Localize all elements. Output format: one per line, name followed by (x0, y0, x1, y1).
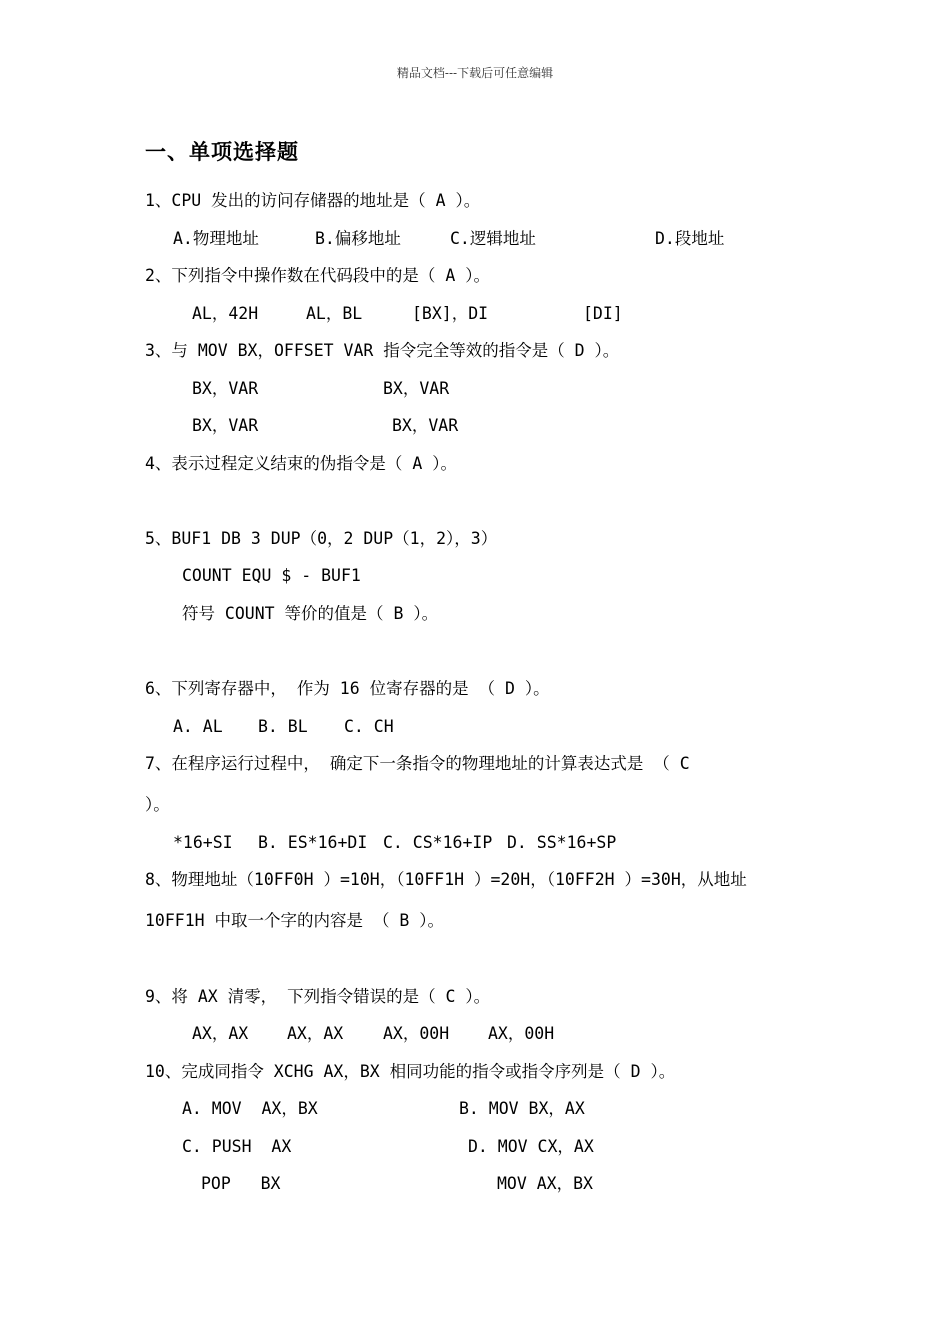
question-7-stem: 7、在程序运行过程中， 确定下一条指令的物理地址的计算表达式是 （ C (145, 754, 690, 773)
question-5-line-3: 符号 COUNT 等价的值是（ B ）。 (182, 604, 439, 623)
question-9-option-3: AX，00H (383, 1024, 450, 1043)
question-10-option-c-line-1: C. PUSH AX (182, 1137, 292, 1156)
question-7-option-c: C. CS*16+IP (383, 833, 493, 852)
section-title: 一、单项选择题 (145, 140, 299, 164)
question-6-option-b: B. BL (258, 717, 308, 736)
question-1-option-b: B.偏移地址 (315, 229, 401, 248)
question-3-option-1: BX，VAR (192, 379, 259, 398)
question-10-option-c-line-2: POP BX (201, 1174, 281, 1193)
question-5-line-2: COUNT EQU $ - BUF1 (182, 566, 361, 585)
question-3-option-4: BX，VAR (392, 416, 459, 435)
question-1-option-a: A.物理地址 (173, 229, 259, 248)
question-8-stem: 8、物理地址（10FF0H ）=10H，（10FF1H ）=20H，（10FF2H ）=30H，从地址 (145, 870, 747, 889)
question-3-option-3: BX，VAR (192, 416, 259, 435)
question-7-option-d: D. SS*16+SP (507, 833, 617, 852)
question-2-option-4: [DI] (583, 304, 623, 323)
question-9-option-2: AX，AX (287, 1024, 344, 1043)
question-10-stem: 10、完成同指令 XCHG AX，BX 相同功能的指令或指令序列是（ D ）。 (145, 1062, 676, 1081)
question-10-option-a: A. MOV AX，BX (182, 1099, 318, 1118)
question-2-stem: 2、下列指令中操作数在代码段中的是（ A ）。 (145, 266, 490, 285)
question-3-option-2: BX，VAR (383, 379, 450, 398)
question-1-stem: 1、CPU 发出的访问存储器的地址是（ A ）。 (145, 191, 481, 210)
question-3-stem: 3、与 MOV BX，OFFSET VAR 指令完全等效的指令是（ D ）。 (145, 341, 620, 360)
question-7-stem-continued: ）。 (145, 795, 170, 814)
question-4-stem: 4、表示过程定义结束的伪指令是（ A ）。 (145, 454, 457, 473)
question-6-option-c: C. CH (344, 717, 394, 736)
question-10-option-b: B. MOV BX，AX (459, 1099, 585, 1118)
question-9-option-1: AX，AX (192, 1024, 249, 1043)
question-7-option-a: *16+SI (173, 833, 233, 852)
question-6-option-a: A. AL (173, 717, 223, 736)
question-2-option-2: AL，BL (306, 304, 363, 323)
question-5-line-1: 5、BUF1 DB 3 DUP（0，2 DUP（1，2），3） (145, 529, 498, 548)
question-9-stem: 9、将 AX 清零， 下列指令错误的是（ C ）。 (145, 987, 491, 1006)
question-9-option-4: AX，00H (488, 1024, 555, 1043)
question-2-option-1: AL，42H (192, 304, 259, 323)
page-header: 精品文档---下载后可任意编辑 (396, 66, 554, 80)
question-2-option-3: [BX]，DI (412, 304, 489, 323)
question-1-option-c: C.逻辑地址 (450, 229, 536, 248)
question-7-option-b: B. ES*16+DI (258, 833, 368, 852)
question-10-option-d-line-1: D. MOV CX，AX (468, 1137, 594, 1156)
question-10-option-d-line-2: MOV AX，BX (497, 1174, 593, 1193)
question-8-stem-continued: 10FF1H 中取一个字的内容是 （ B ）。 (145, 911, 445, 930)
question-1-option-d: D.段地址 (655, 229, 725, 248)
question-6-stem: 6、下列寄存器中， 作为 16 位寄存器的是 （ D ）。 (145, 679, 550, 698)
